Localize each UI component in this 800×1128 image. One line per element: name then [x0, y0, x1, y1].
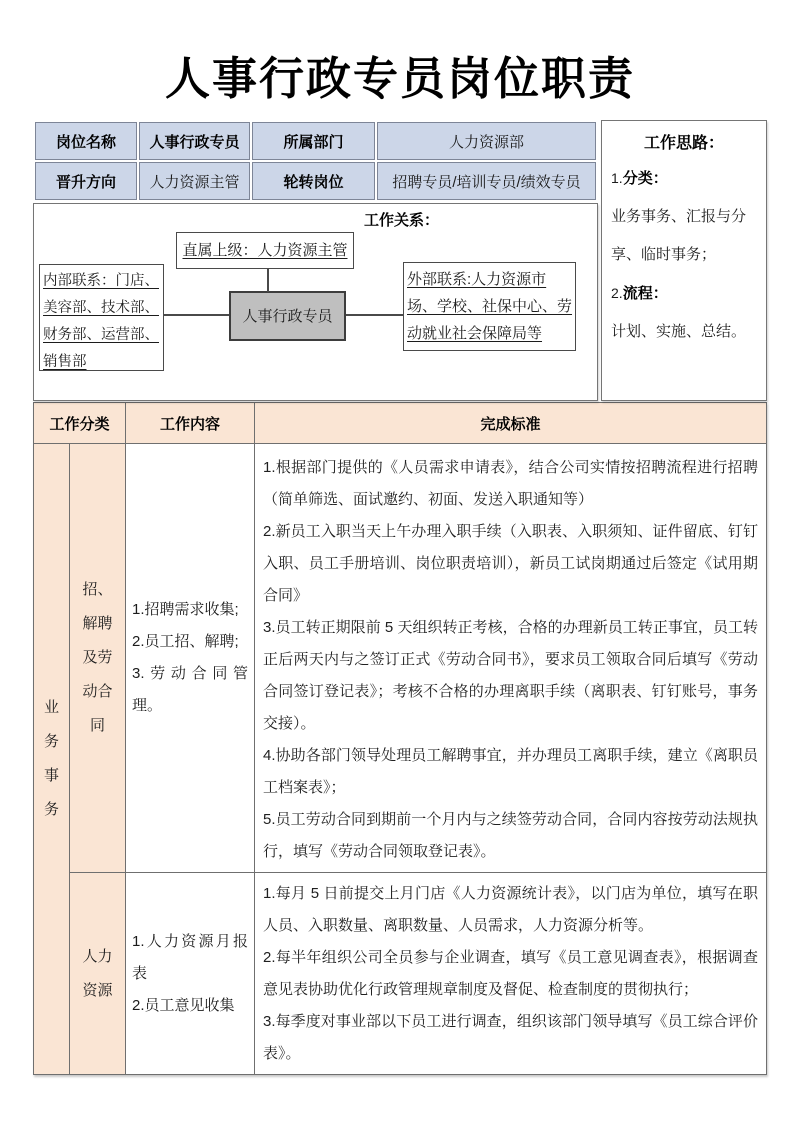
- standard-item: 1.每月 5 日前提交上月门店《人力资源统计表》，以门店为单位，填写在职人员、入职数量、离职数量、人员需求，人力资源分析等。: [263, 885, 758, 934]
- standard-item: 5.员工劳动合同到期前一个月内与之续签劳动合同，合同内容按劳动法规执行，填写《劳动合同领取登记表》。: [263, 811, 758, 860]
- content-line: 3.劳动合同管理。: [132, 665, 249, 714]
- top-left-column: [33, 120, 598, 401]
- work-idea-item-text: 计划、实施、总结。: [611, 323, 747, 340]
- work-idea-item-heading: [611, 274, 757, 313]
- standard-item: 3.员工转正期限前 5 天组织转正考核，合格的办理新员工转正事宜，员工转正后两天内与之签订正式《劳动合同书》，要求员工领取合同后填写《劳动合同签订登记表》；考核不合格的办理离职手续（离职表、钉钉账号，事务交接）。: [263, 619, 758, 732]
- table-row: [35, 162, 596, 200]
- category-text: 人力资源: [82, 947, 113, 999]
- standard-item: 2.每半年组织公司全员参与企业调查，填写《员工意见调查表》，根据调查意见表协助优化行政管理规章制度及督促、检查制度的贯彻执行；: [263, 949, 758, 998]
- position-box-text: 人事行政专员: [242, 307, 333, 325]
- standard-item: 3.每季度对事业部以下员工进行调查，组织该部门领导填写《员工综合评价表》。: [263, 1013, 758, 1062]
- document-title: 人事行政专员岗位职责: [164, 53, 635, 104]
- category-cell: [70, 444, 126, 873]
- position-info-table: [33, 120, 598, 202]
- department-label: 所属部门: [252, 122, 375, 160]
- work-content-cell: [126, 873, 255, 1075]
- completion-standard-cell: [255, 873, 767, 1075]
- promotion-label: 晋升方向: [35, 162, 137, 200]
- work-content-cell: [126, 444, 255, 873]
- connector-line-left: [164, 314, 229, 316]
- supervisor-text: 直属上级：人力资源主管: [182, 242, 348, 259]
- external-contacts-box: [403, 262, 576, 351]
- content-line: 2.员工招、解聘;: [132, 633, 239, 650]
- work-idea-item-number: 2.: [611, 285, 623, 301]
- department-value: 人力资源部: [377, 122, 596, 160]
- promotion-value: 人力资源主管: [139, 162, 250, 200]
- duty-row-hr: [34, 873, 767, 1075]
- position-name-label: 岗位名称: [35, 122, 137, 160]
- internal-contacts-text: 内部联系：门店、美容部、技术部、财务部、运营部、销售部: [43, 273, 159, 370]
- header-work-content: 工作内容: [126, 403, 255, 444]
- content-line: 1.人力资源月报表: [132, 932, 249, 982]
- standard-item: 1.根据部门提供的《人员需求申请表》，结合公司实情按招聘流程进行招聘（简单筛选、面试邀约、初面、发送入职通知等）: [263, 459, 758, 508]
- connector-line-vertical: [267, 269, 269, 292]
- work-relations-title: 工作关系：: [364, 212, 440, 229]
- rotation-label: 轮转岗位: [252, 162, 375, 200]
- duty-table: [33, 402, 767, 1075]
- standard-item: 2.新员工入职当天上午办理入职手续（入职表、入职须知、证件留底、钉钉入职、员工手册培训、岗位职责培训），新员工试岗期通过后签定《试用期合同》: [263, 523, 758, 604]
- top-section: [33, 120, 767, 401]
- work-relations-diagram: [33, 203, 598, 401]
- work-idea-item-heading: [611, 159, 757, 198]
- table-row: [35, 122, 596, 160]
- rotation-value: 招聘专员/培训专员/绩效专员: [377, 162, 596, 200]
- work-idea-item-label: 流程：: [622, 285, 668, 302]
- supervisor-box: [176, 232, 354, 269]
- work-idea-item-number: 1.: [611, 170, 623, 186]
- duty-table-header-row: [34, 403, 767, 444]
- content-line: 1.招聘需求收集;: [132, 601, 239, 618]
- header-work-category: 工作分类: [34, 403, 126, 444]
- category-text: 招、解聘及劳动合同: [82, 581, 113, 734]
- connector-line-right: [346, 314, 403, 316]
- header-completion-standard: 完成标准: [255, 403, 767, 444]
- content-line: 2.员工意见收集: [132, 996, 235, 1014]
- position-box: [229, 291, 346, 341]
- work-idea-panel: [601, 120, 767, 401]
- work-idea-item-label: 分类：: [622, 170, 668, 187]
- internal-contacts-box: [39, 264, 164, 371]
- work-idea-title: 工作思路：: [643, 135, 724, 152]
- position-name-value: 人事行政专员: [139, 122, 250, 160]
- category-group-text: 业务事务: [43, 699, 59, 818]
- category-group-cell: [34, 444, 70, 1075]
- document-body: [33, 120, 767, 1075]
- category-cell: [70, 873, 126, 1075]
- external-contacts-text: 外部联系:人力资源市场、学校、社保中心、劳动就业社会保障局等: [407, 271, 573, 342]
- work-idea-item-text: 业务事务、汇报与分享、临时事务；: [611, 208, 747, 263]
- completion-standard-cell: [255, 444, 767, 873]
- duty-row-recruitment: [34, 444, 767, 873]
- standard-item: 4.协助各部门领导处理员工解聘事宜，并办理员工离职手续，建立《离职员工档案表》；: [263, 747, 758, 796]
